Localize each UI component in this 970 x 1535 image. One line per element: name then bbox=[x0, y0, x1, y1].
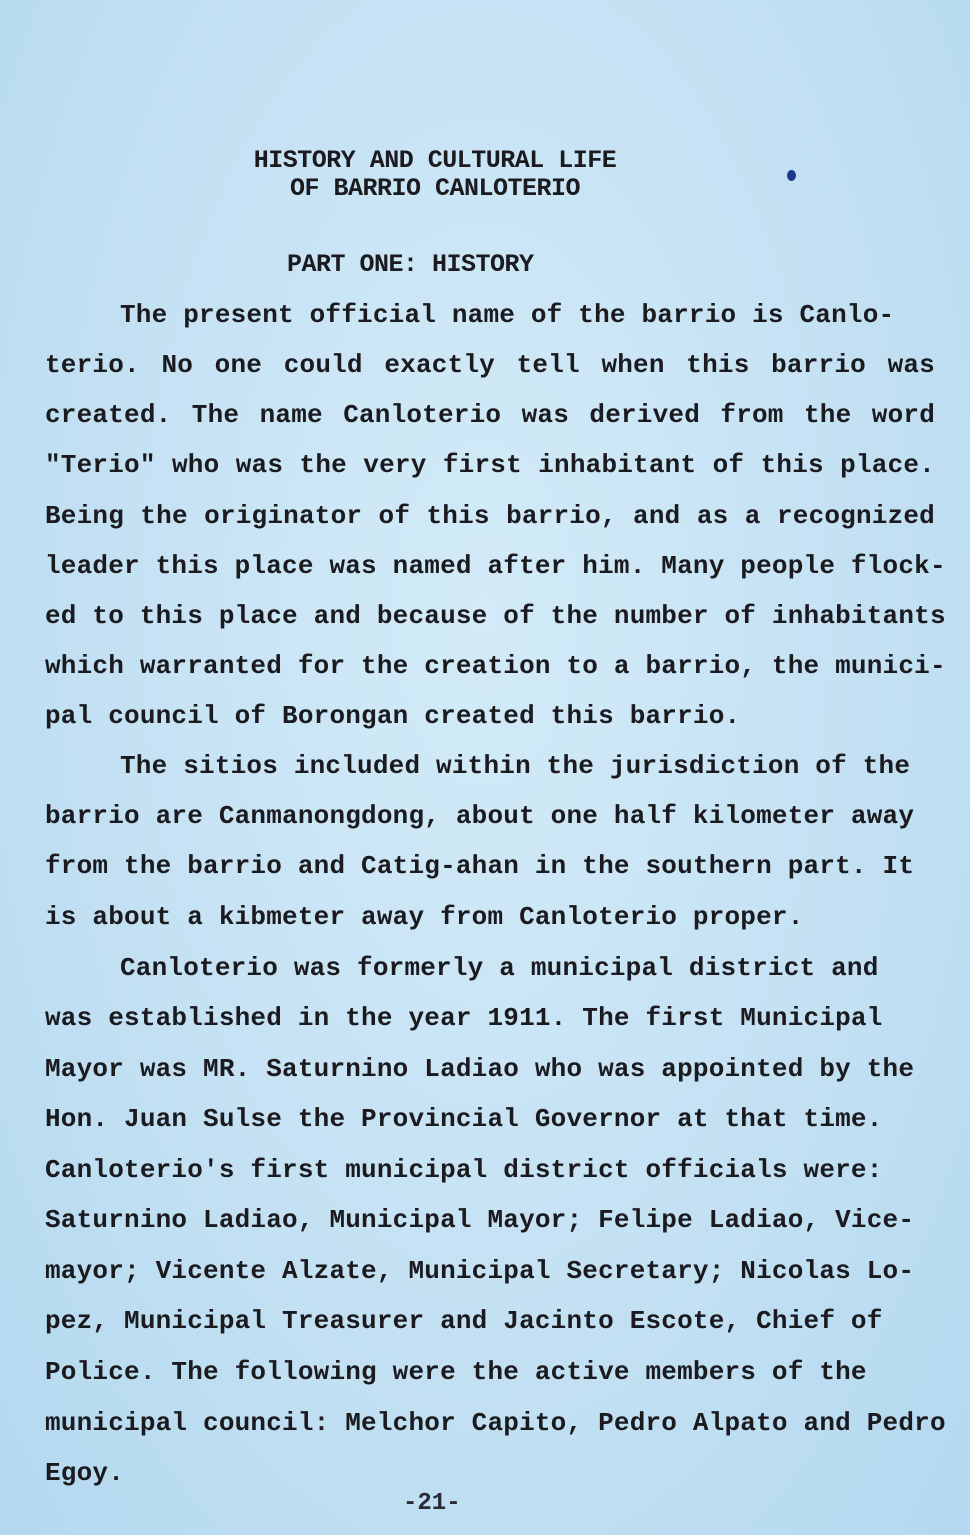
paragraph-line: Saturnino Ladiao, Municipal Mayor; Felipe Ladiao, Vice- bbox=[45, 1205, 915, 1235]
document-title-line-1: HISTORY AND CULTURAL LIFE bbox=[253, 146, 617, 175]
paragraph-line: was established in the year 1911. The first Municipal bbox=[45, 1003, 883, 1033]
paragraph-line: municipal council: Melchor Capito, Pedro Alpato and Pedro bbox=[45, 1408, 946, 1438]
paragraph-line: pez, Municipal Treasurer and Jacinto Escote, Chief of bbox=[45, 1306, 883, 1336]
paragraph-line: from the barrio and Catig-ahan in the southern part. It bbox=[45, 851, 915, 881]
section-heading: PART ONE: HISTORY bbox=[287, 250, 534, 279]
paragraph-line: ed to this place and because of the number of inhabitants bbox=[45, 601, 946, 631]
paragraph-line: pal council of Borongan created this barrio. bbox=[45, 701, 741, 731]
paragraph-line: Egoy. bbox=[45, 1458, 125, 1488]
paragraph-line: Canloterio was formerly a municipal district and bbox=[120, 953, 879, 983]
document-title-line-2: OF BARRIO CANLOTERIO bbox=[289, 174, 581, 203]
paragraph-line: Hon. Juan Sulse the Provincial Governor at that time. bbox=[45, 1104, 883, 1134]
paragraph-line: is about a kibmeter away from Canloterio proper. bbox=[45, 902, 804, 932]
paragraph-line: leader this place was named after him. Many people flock- bbox=[45, 551, 946, 581]
paragraph-line: created. The name Canloterio was derived from the word bbox=[45, 400, 935, 430]
paragraph-line: terio. No one could exactly tell when this barrio was bbox=[45, 350, 935, 380]
paragraph-line: mayor; Vicente Alzate, Municipal Secretary; Nicolas Lo- bbox=[45, 1256, 915, 1286]
paragraph-line: The present official name of the barrio is Canlo- bbox=[120, 300, 895, 330]
paragraph-line: which warranted for the creation to a barrio, the munici- bbox=[45, 651, 946, 681]
paragraph-line: Being the originator of this barrio, and as a recognized bbox=[45, 501, 935, 531]
paragraph-line: "Terio" who was the very first inhabitant of this place. bbox=[45, 450, 935, 480]
paragraph-line: Mayor was MR. Saturnino Ladiao who was appointed by the bbox=[45, 1054, 915, 1084]
paragraph-line: barrio are Canmanongdong, about one half kilometer away bbox=[45, 801, 915, 831]
paragraph-line: Police. The following were the active members of the bbox=[45, 1357, 867, 1387]
page-number: -21- bbox=[403, 1490, 461, 1517]
paragraph-line: The sitios included within the jurisdiction of the bbox=[120, 751, 911, 781]
paragraph-line: Canloterio's first municipal district officials were: bbox=[45, 1155, 883, 1185]
